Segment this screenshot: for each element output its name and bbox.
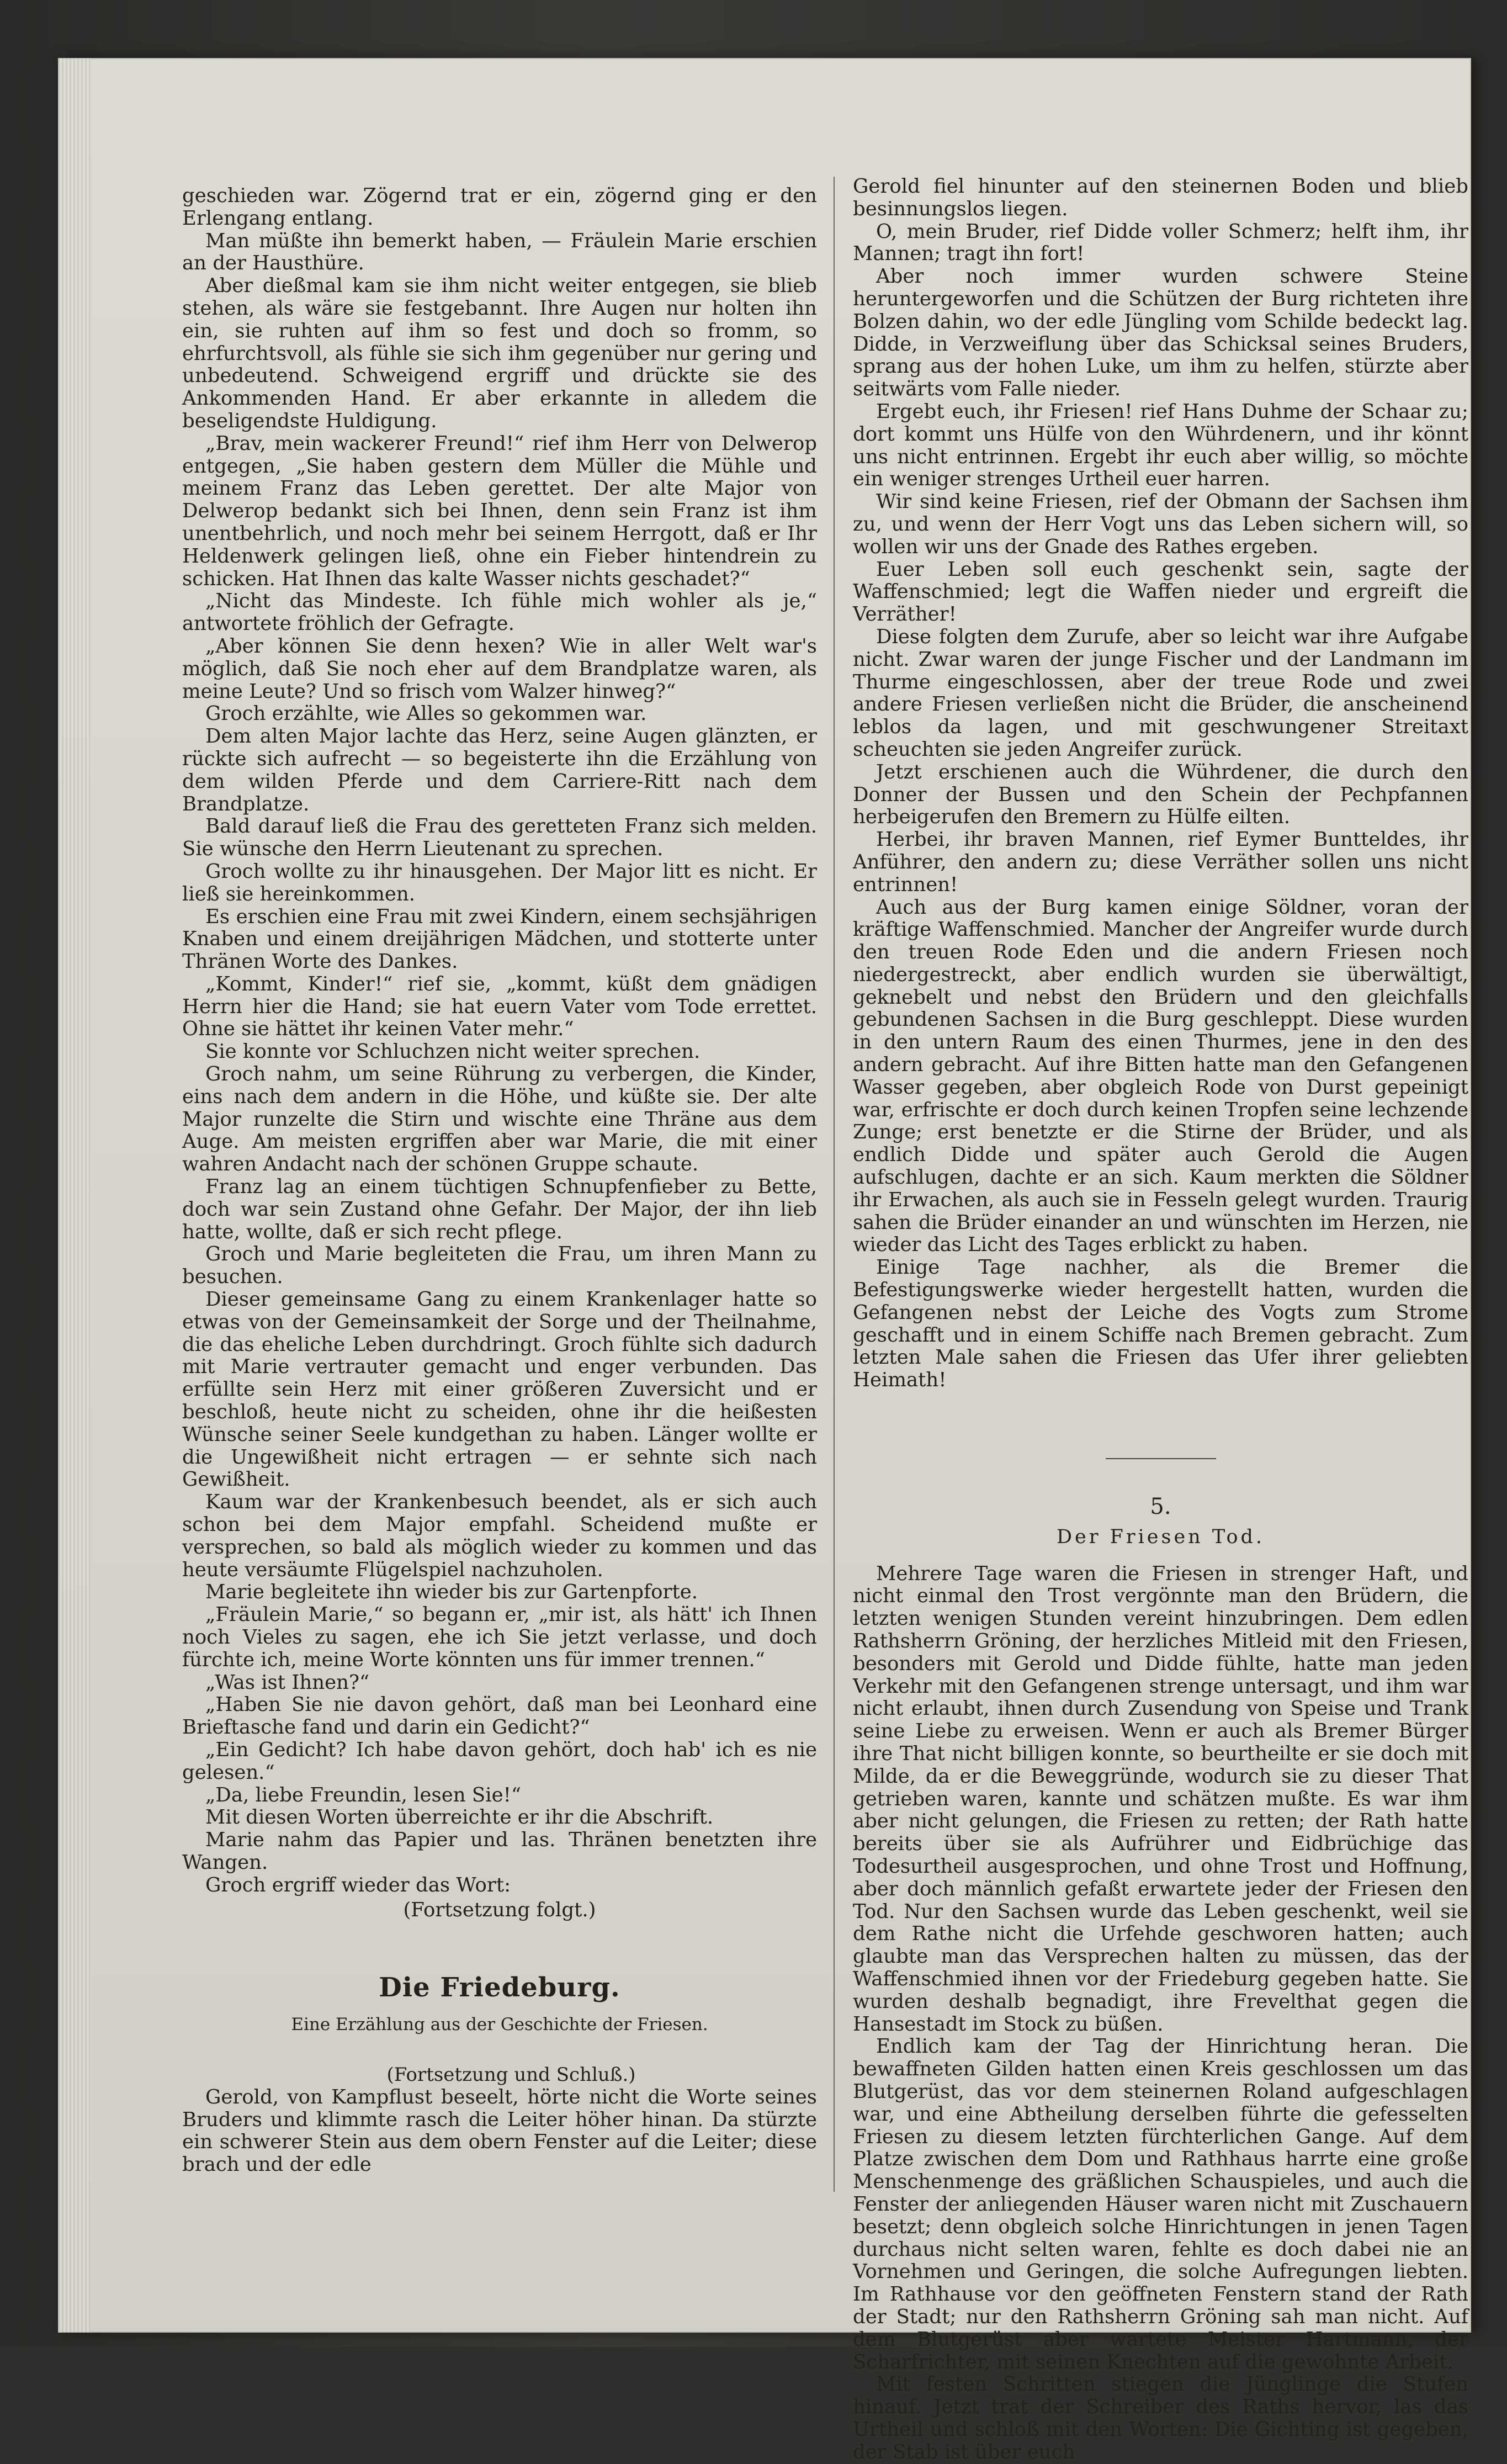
continuation-note: (Fortsetzung und Schluß.) [386, 2063, 636, 2086]
paragraph: „Brav, mein wackerer Freund!“ rief ihm Herr von Delwerop entgegen, „Sie haben gestern dem Müller die Mühle und meinem Franz das Leben gerettet. Der alte Major von Delwerop bedankt sich bei Ihnen, denn sein Franz ist ihm unentbehrlich, und noch mehr bei seinem Herrgott, daß er Ihr Heldenwerk gelingen ließ, ohne ein Fieber hintendrein zu schicken. Hat Ihnen das kalte Wasser nichts geschadet?“ [182, 432, 817, 590]
paragraph: Franz lag an einem tüchtigen Schnupfenfieber zu Bette, doch war sein Zustand ohne Gefahr. Der Major, der ihn lieb hatte, wollte, daß er sich recht pflege. [182, 1175, 817, 1243]
paragraph: Groch nahm, um seine Rührung zu verbergen, die Kinder, eins nach dem andern in die Höhe, und küßte sie. Der alte Major runzelte die Stirn und wischte eine Thräne aus dem Auge. Am meisten ergriffen aber war Marie, die mit einer wahren Andacht nach der schönen Gruppe schaute. [182, 1063, 817, 1176]
paragraph: Dieser gemeinsame Gang zu einem Krankenlager hatte so etwas von der Gemeinsamkeit der Sorge und der Theilnahme, die das eheliche Leben durchdringt. Groch fühlte sich dadurch mit Marie vertrauter gemacht und enger verbunden. Das erfüllte sein Herz mit einer größeren Zuversicht und er beschloß, heute nicht zu scheiden, ohne ihr die heißesten Wünsche seiner Seele kundgethan zu haben. Länger wollte er die Ungewißheit nicht ertragen — er sehnte sich nach Gewißheit. [182, 1288, 817, 1491]
paragraph: Mit diesen Worten überreichte er ihr die Abschrift. [205, 1806, 714, 1829]
paragraph: „Was ist Ihnen?“ [205, 1671, 370, 1694]
paragraph: Mehrere Tage waren die Friesen in strenger Haft, und nicht einmal den Trost vergönnte man den Brüdern, die letzten wenigen Stunden vereint hinzubringen. Dem edlen Rathsherrn Gröning, der herzliches Mitleid mit den Friesen, besonders mit Gerold und Didde fühlte, hatte man jeden Verkehr mit den Gefangenen strenge untersagt, und ihm war nicht erlaubt, ihnen durch Zusendung von Speise und Trank seine Liebe zu erweisen. Wenn er auch als Bremer Bürger ihre That nicht billigen konnte, so beurtheilte er sie doch mit Milde, da er die Beweggründe, wodurch sie zu dieser That getrieben waren, kannte und schätzen mußte. Es war ihm aber nicht gelungen, die Friesen zu retten; der Rath hatte bereits über sie als Aufrührer und Eidbrüchige das Todesurtheil ausgesprochen, und ohne Trost und Hoffnung, aber doch männlich gefaßt erwartete jeder der Friesen den Tod. Nur den Sachsen wurde das Leben geschenkt, weil sie dem Rathe nicht die Urfehde geschworen hatten; auch glaubte man das Versprechen halten zu müssen, das der Waffenschmied ihnen vor der Friedeburg gegeben hatte. Sie wurden deshalb begnadigt, ihre Frevelthat gegen die Hansestadt im Stock zu büßen. [853, 1562, 1468, 2036]
paragraph: Kaum war der Krankenbesuch beendet, als er sich auch schon bei dem Major empfahl. Scheidend mußte er versprechen, so bald als möglich wieder zu kommen und das heute versäumte Flügelspiel nachzuholen. [182, 1491, 817, 1581]
paragraph: „Haben Sie nie davon gehört, daß man bei Leonhard eine Brieftasche fand und darin ein Gedicht?“ [182, 1693, 817, 1739]
right-story-paragraphs [853, 176, 1468, 1392]
paragraph: „Fräulein Marie,“ so begann er, „mir ist, als hätt' ich Ihnen noch Vieles zu sagen, ehe ich Sie jetzt verlasse, und doch fürchte ich, meine Worte könnten uns für immer trennen.“ [182, 1603, 817, 1671]
paragraph: O, mein Bruder, rief Didde voller Schmerz; helft ihm, ihr Mannen; tragt ihn fort! [853, 220, 1468, 266]
paragraph: Man müßte ihn bemerkt haben, — Fräulein Marie erschien an der Hausthüre. [182, 229, 817, 275]
paragraph: Sie konnte vor Schluchzen nicht weiter sprechen. [205, 1040, 701, 1063]
column-divider [834, 177, 835, 2192]
paragraph: Gerold, von Kampflust beseelt, hörte nicht die Worte seines Bruders und klimmte rasch die Leiter höher hinan. Da stürzte ein schwerer Stein aus dem obern Fenster auf die Leiter; diese brach und der edle [182, 2085, 817, 2176]
paragraph: Wir sind keine Friesen, rief der Obmann der Sachsen ihm zu, und wenn der Herr Vogt uns das Leben sichern will, so wollen wir uns der Gnade des Rathes ergeben. [853, 490, 1468, 558]
paragraph: „Ein Gedicht? Ich habe davon gehört, doch hab' ich es nie gelesen.“ [182, 1738, 817, 1784]
paragraph: Marie nahm das Papier und las. Thränen benetzten ihre Wangen. [182, 1829, 817, 1874]
paragraph: Groch und Marie begleiteten die Frau, um ihren Mann zu besuchen. [182, 1243, 817, 1289]
paragraph: Euer Leben soll euch geschenkt sein, sagte der Waffenschmied; legt die Waffen nieder und ergreift die Verräther! [853, 558, 1468, 626]
paragraph: Endlich kam der Tag der Hinrichtung heran. Die bewaffneten Gilden hatten einen Kreis geschlossen um das Blutgerüst, das vor dem steinernen Roland aufgeschlagen war, und eine Abtheilung derselben führte die gefesselten Friesen zu diesem letzten fürchterlichen Gange. Auf dem Platze zwischen dem Dom und Rathhaus harrte eine große Menschenmenge des gräßlichen Schauspieles, und auch die Fenster der anliegenden Häuser waren nicht mit Zuschauern besetzt; denn obgleich solche Hinrichtungen in jenen Tagen durchaus nicht selten waren, fehlte es doch dabei nie an Vornehmen und Geringen, die solche Aufregungen liebten. Im Rathhause vor den geöffneten Fenstern stand der Rath der Stadt; nur den Rathsherrn Gröning sah man nicht. Auf dem Blutgerüst aber wartete Meister Hartmann, der Scharfrichter, mit seinen Knechten auf die gewohnte Arbeit. [853, 2035, 1468, 2373]
paragraph: Groch wollte zu ihr hinausgehen. Der Major litt es nicht. Er ließ sie hereinkommen. [182, 860, 817, 905]
section-title: Der Friesen Tod. [1056, 1525, 1265, 1548]
paragraph: Aber noch immer wurden schwere Steine heruntergeworfen und die Schützen der Burg richteten ihre Bolzen dahin, wo der edle Jüngling vom Schilde bedeckt lag. Didde, in Verzweiflung über das Schicksal seines Bruders, sprang aus der hohen Luke, um ihm zu helfen, stürzte aber seitwärts vom Falle nieder. [853, 265, 1468, 401]
paragraph: Herbei, ihr braven Mannen, rief Eymer Buntteldes, ihr Anführer, den andern zu; diese Verräther sollen uns nicht entrinnen! [853, 828, 1468, 896]
paragraph: Ergebt euch, ihr Friesen! rief Hans Duhme der Schaar zu; dort kommt uns Hülfe von den Wührdenern, und ihr könnt uns nicht entrinnen. Ergebt ihr euch aber willig, so möchte ein weniger strenges Urtheil euer harren. [853, 400, 1468, 491]
paragraph: Es erschien eine Frau mit zwei Kindern, einem sechsjährigen Knaben und einem dreijährigen Mädchen, und stotterte unter Thränen Worte des Dankes. [182, 905, 817, 973]
paragraph: „Da, liebe Freundin, lesen Sie!“ [205, 1783, 522, 1806]
paragraph: Einige Tage nachher, als die Bremer die Befestigungswerke wieder hergestellt hatten, wurden die Gefangenen nebst der Leiche des Vogts zum Strome geschafft und in einem Schiffe nach Bremen gebracht. Zum letzten Male sahen die Friesen das Ufer ihrer geliebten Heimath! [853, 1256, 1468, 1392]
right-column [853, 176, 1468, 2464]
friedeburg-opening-paragraphs [182, 2086, 817, 2176]
paragraph: geschieden war. Zögernd trat er ein, zögernd ging er den Erlengang entlang. [182, 184, 817, 230]
paragraph: Groch ergriff wieder das Wort: [205, 1873, 511, 1896]
to-be-continued-note: (Fortsetzung folgt.) [403, 1898, 596, 1921]
paragraph: Gerold fiel hinunter auf den steinernen Boden und blieb besinnungslos liegen. [853, 175, 1468, 220]
paragraph: Groch erzählte, wie Alles so gekommen war. [205, 702, 647, 725]
paragraph: Auch aus der Burg kamen einige Söldner, voran der kräftige Waffenschmied. Mancher der Angreifer wurde durch den treuen Rode Eden und die andern Friesen noch niedergestreckt, aber endlich wurden sie überwältigt, geknebelt und nebst den Brüdern und den gleichfalls gebundenen Sachsen in die Burg geschleppt. Diese wurden in den untern Raum des einen Thurmes, jene in den des andern gebracht. Auf ihre Bitten hatte man den Gefangenen Wasser gegeben, aber obgleich Rode von Durst gepeinigt war, erfrischte er doch durch keinen Tropfen seine lechzende Zunge; erst benetzte er die Stirne der Brüder, und als endlich Didde und später auch Gerold die Augen aufschlugen, dachte er an sich. Kaum merkten die Söldner ihr Erwachen, als auch sie in Fesseln gelegt wurden. Traurig sahen die Brüder einander an und wünschten im Herzen, nie wieder das Licht des Tages erblickt zu haben. [853, 895, 1468, 1257]
story-subtitle: Eine Erzählung aus der Geschichte der Friesen. [291, 2015, 708, 2035]
page-edge-stack [58, 58, 91, 2333]
paragraph: Aber dießmal kam sie ihm nicht weiter entgegen, sie blieb stehen, als wäre sie festgebannt. Ihre Augen nur holten ihn ein, sie ruhten auf ihm so fest und doch so fromm, so ehrfurchtsvoll, als fühle sie sich ihm gegenüber nur gering und unbedeutend. Schweigend ergriff und drückte sie des Ankommenden Hand. Er aber erkannte in alledem die beseligendste Huldigung. [182, 274, 817, 432]
paragraph: „Kommt, Kinder!“ rief sie, „kommt, küßt dem gnädigen Herrn hier die Hand; sie hat euern Vater vom Tode errettet. Ohne sie hättet ihr keinen Vater mehr.“ [182, 972, 817, 1041]
paragraph: Diese folgten dem Zurufe, aber so leicht war ihre Aufgabe nicht. Zwar waren der junge Fischer und der Landmann im Thurme eingeschlossen, aber der treue Rode und zwei andere Friesen verließen nicht die Brüder, die anscheinend leblos da lagen, und mit geschwungener Streitaxt scheuchten sie jeden Angreifer zurück. [853, 625, 1468, 761]
paragraph: Mit festen Schritten stiegen die Jünglinge die Stufen hinauf. Jetzt trat der Schreiber des Raths hervor, las das Urtheil und schloß mit den Worten: Die Gichting ist gegeben, der Stab ist über euch [853, 2373, 1468, 2463]
section-number: 5. [1150, 1494, 1171, 1520]
paragraph: „Aber können Sie denn hexen? Wie in aller Welt war's möglich, daß Sie noch eher auf dem Brandplatze waren, als meine Leute? Und so frisch vom Walzer hinweg?“ [182, 634, 817, 703]
paragraph: Jetzt erschienen auch die Wührdener, die durch den Donner der Bussen und den Schein der Pechpfannen herbeigerufen den Bremern zu Hülfe eilten. [853, 760, 1468, 829]
paragraph: „Nicht das Mindeste. Ich fühle mich wohler als je,“ antwortete fröhlich der Gefragte. [182, 590, 817, 635]
left-column [182, 185, 817, 2176]
paragraph: Marie begleitete ihn wieder bis zur Gartenpforte. [205, 1581, 698, 1604]
section-divider-rule [1106, 1458, 1216, 1459]
story-title: Die Friedeburg. [379, 1972, 620, 2004]
section-paragraphs [853, 1563, 1468, 2464]
paragraph: Dem alten Major lachte das Herz, seine Augen glänzten, er rückte sich aufrecht — so begeisterte ihn die Erzählung von dem wilden Pferde und dem Carriere-Ritt nach dem Brandplatze. [182, 725, 817, 815]
left-story-paragraphs [182, 185, 817, 1897]
paragraph: Bald darauf ließ die Frau des geretteten Franz sich melden. Sie wünsche den Herrn Lieutenant zu sprechen. [182, 815, 817, 861]
